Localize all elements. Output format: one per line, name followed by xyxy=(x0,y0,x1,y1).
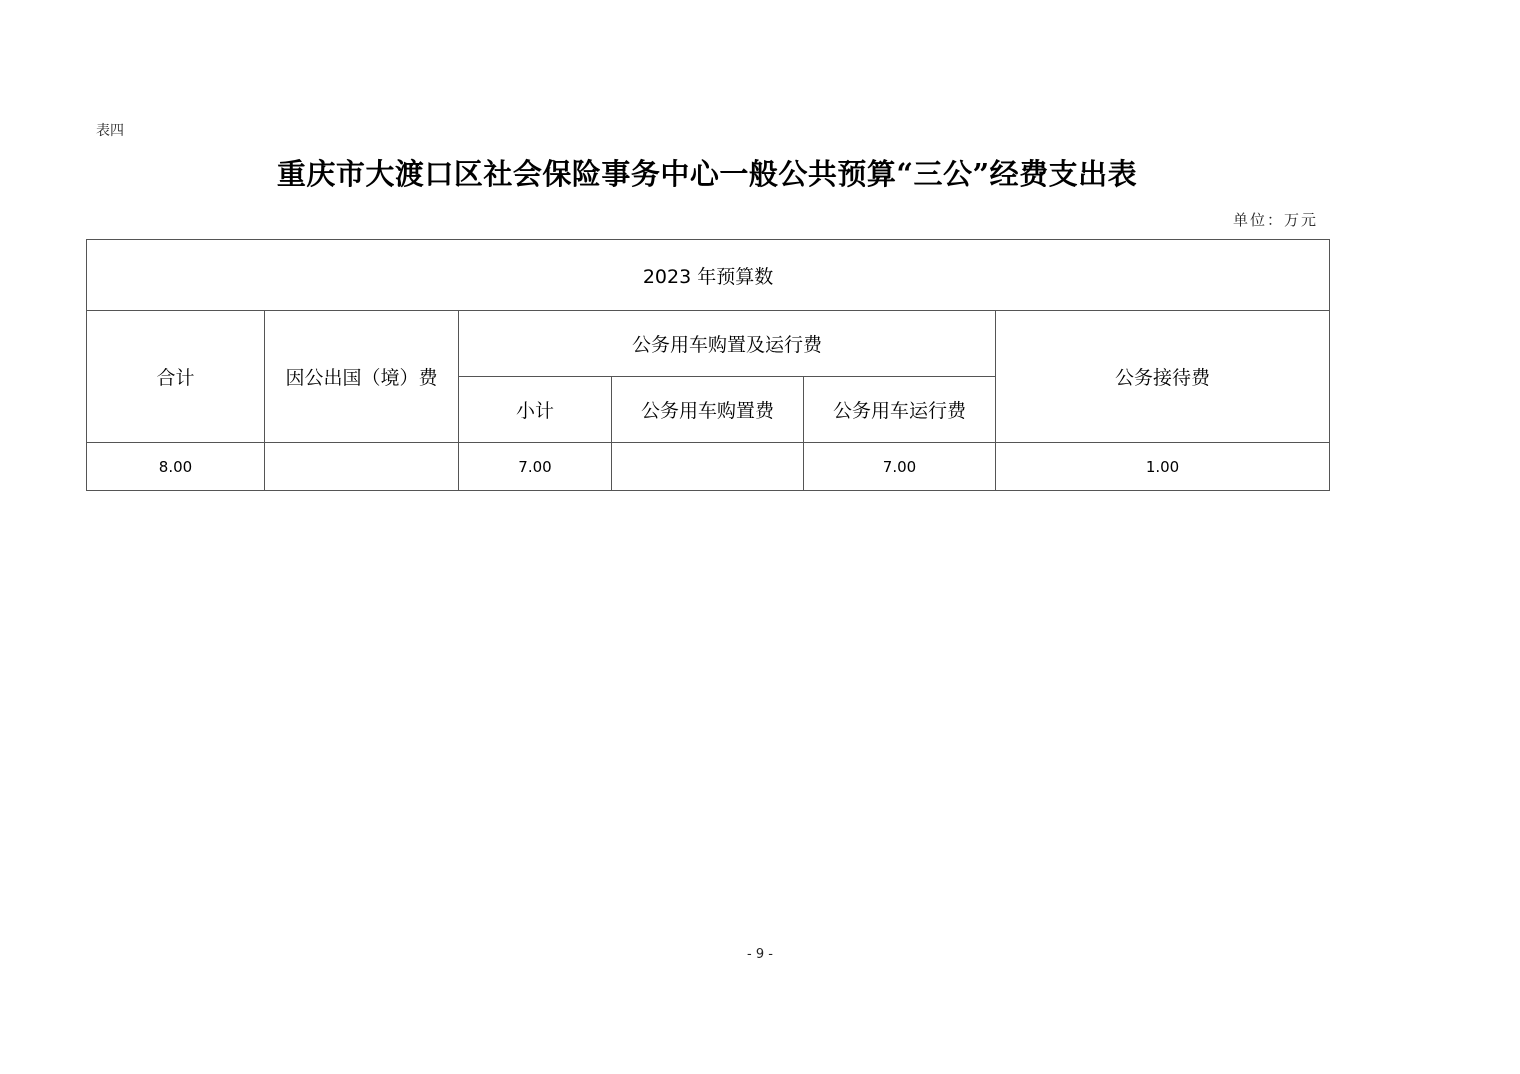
table-row xyxy=(87,443,1330,491)
purchase-column-header: 公务用车购置费 xyxy=(612,377,804,443)
table-number: 表四 xyxy=(96,123,124,139)
unit-label: 单位：万元 xyxy=(1232,211,1318,229)
table-header-row xyxy=(87,240,1330,311)
operation-cell: 7.00 xyxy=(804,443,996,491)
reception-cell: 1.00 xyxy=(996,443,1330,491)
abroad-column-header: 因公出国（境）费 xyxy=(265,311,459,443)
page-number: - 9 - xyxy=(747,947,773,962)
page-title: 重庆市大渡口区社会保险事务中心一般公共预算“三公”经费支出表 xyxy=(276,157,1138,191)
subtotal-cell: 7.00 xyxy=(459,443,612,491)
purchase-cell xyxy=(612,443,804,491)
total-column-header: 合计 xyxy=(87,311,265,443)
vehicle-group-header: 公务用车购置及运行费 xyxy=(459,311,996,377)
reception-column-header: 公务接待费 xyxy=(996,311,1330,443)
subtotal-column-header: 小计 xyxy=(459,377,612,443)
operation-column-header: 公务用车运行费 xyxy=(804,377,996,443)
budget-table xyxy=(86,239,1330,491)
table-header-row xyxy=(87,311,1330,377)
abroad-cell xyxy=(265,443,459,491)
total-cell: 8.00 xyxy=(87,443,265,491)
budget-year-header: 2023 年预算数 xyxy=(87,240,1330,311)
